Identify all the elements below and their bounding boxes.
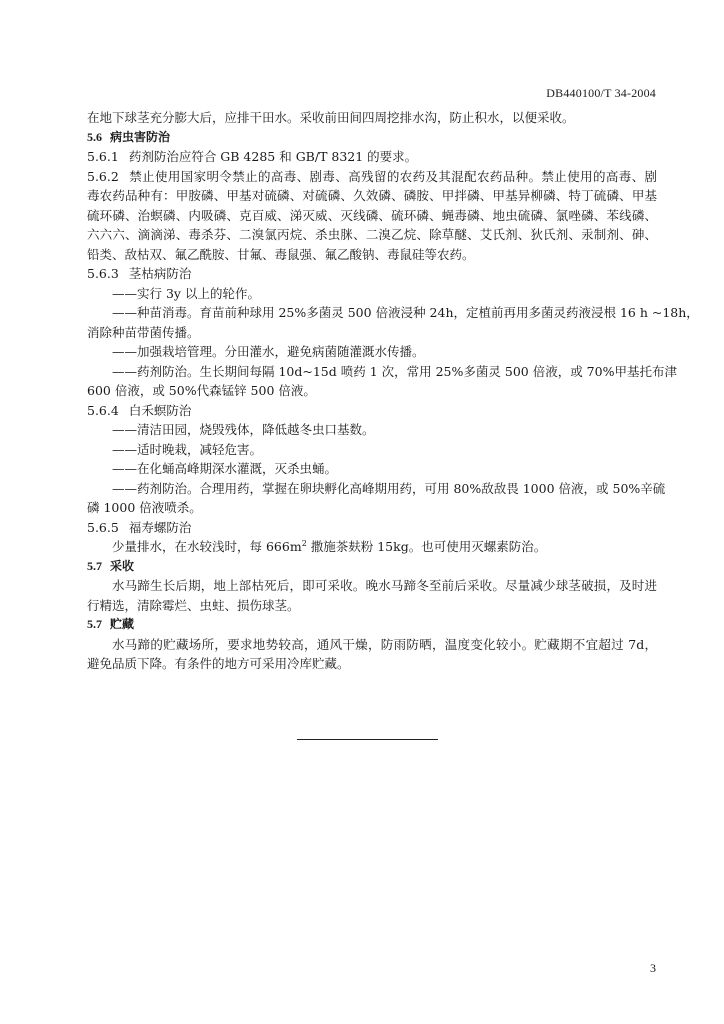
list-item: ——种苗消毒。育苗前种球用 25%多菌灵 500 倍液浸种 24h，定植前再用多菌灵药液浸根 16 h ~18h， — [112, 305, 699, 320]
clause-title: 白禾螟防治 — [128, 402, 192, 418]
clause-5-6-5 — [87, 518, 657, 538]
clause-5-6-4 — [87, 401, 657, 421]
clause-text: 禁止使用国家明令禁止的高毒、剧毒、高残留的农药及其混配农药品种。禁止使用的高毒、剧 — [128, 168, 657, 184]
section-number: 5.6 — [87, 129, 102, 144]
paragraph-line: 毒农药品种有：甲胺磷、甲基对硫磷、对硫磷、久效磷、磷胺、甲拌磷、甲基异柳磷、特丁硫磷、甲基 — [87, 188, 657, 203]
end-rule — [297, 739, 438, 740]
superscript: 2 — [301, 538, 307, 548]
list-item: ——清洁田园，烧毁残体，降低越冬虫口基数。 — [112, 422, 375, 437]
section-heading-5-7-storage — [87, 615, 657, 635]
page-number: 3 — [650, 961, 656, 975]
paragraph-line: 水马蹄生长后期，地上部枯死后，即可采收。晚水马蹄冬至前后采收。尽量减少球茎破损，及时进 — [112, 578, 657, 593]
clause-5-6-1 — [87, 147, 657, 167]
section-number: 5.7 — [87, 558, 102, 573]
paragraph-line: 铅类、敌枯双、氟乙酰胺、甘氟、毒鼠强、氟乙酸钠、毒鼠硅等农药。 — [87, 246, 475, 262]
section-title: 采收 — [110, 558, 135, 573]
paragraph-line: 行精选，清除霉烂、虫蛀、损伤球茎。 — [87, 597, 300, 613]
list-item: ——药剂防治。合理用药，掌握在卵块孵化高峰期用药，可用 80%敌敌畏 1000 倍液，或 50%辛硫 — [112, 480, 666, 496]
paragraph-line: 六六六、滴滴涕、毒杀芬、二溴氯丙烷、杀虫脒、二溴乙烷、除草醚、艾氏剂、狄氏剂、汞制剂、砷、 — [87, 227, 657, 242]
document-body — [87, 108, 699, 674]
clause-number: 5.6.4 — [87, 402, 119, 418]
list-item-continuation: 600 倍液，或 50%代森锰锌 500 倍液。 — [87, 383, 316, 398]
list-item: ——适时晚栽，减轻危害。 — [112, 441, 263, 457]
section-title: 病虫害防治 — [110, 129, 171, 144]
list-item: ——实行 3y 以上的轮作。 — [112, 285, 260, 301]
section-heading-5-7-harvest — [87, 557, 657, 577]
list-item-continuation: 磷 1000 倍液喷杀。 — [87, 500, 202, 515]
paragraph-line: 水马蹄的贮藏场所，要求地势较高，通风干燥，防雨防晒，温度变化较小。贮藏期不宜超过 7d， — [112, 636, 657, 652]
clause-title: 茎枯病防治 — [128, 266, 192, 281]
paragraph: 在地下球茎充分膨大后，应排干田水。采收前田间四周挖排水沟，防止积水，以便采收。 — [87, 110, 575, 125]
text-run: 少量排水，在水较浅时，每 666m — [112, 539, 302, 554]
paragraph-line: 硫环磷、治螟磷、内吸磷、克百威、涕灭威、灭线磷、硫环磷、蝇毒磷、地虫硫磷、氯唑磷、苯线磷、 — [87, 207, 657, 223]
clause-5-6-2-line — [87, 167, 657, 187]
section-number: 5.7 — [87, 617, 102, 631]
clause-number: 5.6.2 — [87, 168, 119, 184]
list-item: ——在化蛹高峰期深水灌溉，灭杀虫蛹。 — [112, 461, 338, 476]
list-item: ——药剂防治。生长期间每隔 10d~15d 喷药 1 次，常用 25%多菌灵 500 倍液，或 70%甲基托布津 — [112, 363, 677, 379]
section-title: 贮藏 — [110, 617, 135, 631]
clause-number: 5.6.3 — [87, 266, 119, 281]
clause-number: 5.6.1 — [87, 149, 119, 164]
clause-number: 5.6.5 — [87, 519, 119, 535]
list-item: ——加强栽培管理。分田灌水，避免病菌随灌溉水传播。 — [112, 344, 425, 359]
text-run: 撒施茶麸粉 15kg。也可使用灭螺素防治。 — [306, 539, 547, 554]
clause-text: 药剂防治应符合 GB 4285 和 GB/T 8321 的要求。 — [128, 149, 418, 164]
list-item-continuation: 消除种苗带菌传播。 — [87, 324, 200, 340]
clause-5-6-3 — [87, 264, 657, 284]
section-heading-5-6 — [87, 128, 657, 148]
paragraph — [87, 537, 657, 557]
clause-title: 福寿螺防治 — [128, 519, 192, 535]
paragraph-line: 避免品质下降。有条件的地方可采用冷库贮藏。 — [87, 656, 350, 671]
document-code: DB440100/T 34-2004 — [546, 86, 656, 100]
